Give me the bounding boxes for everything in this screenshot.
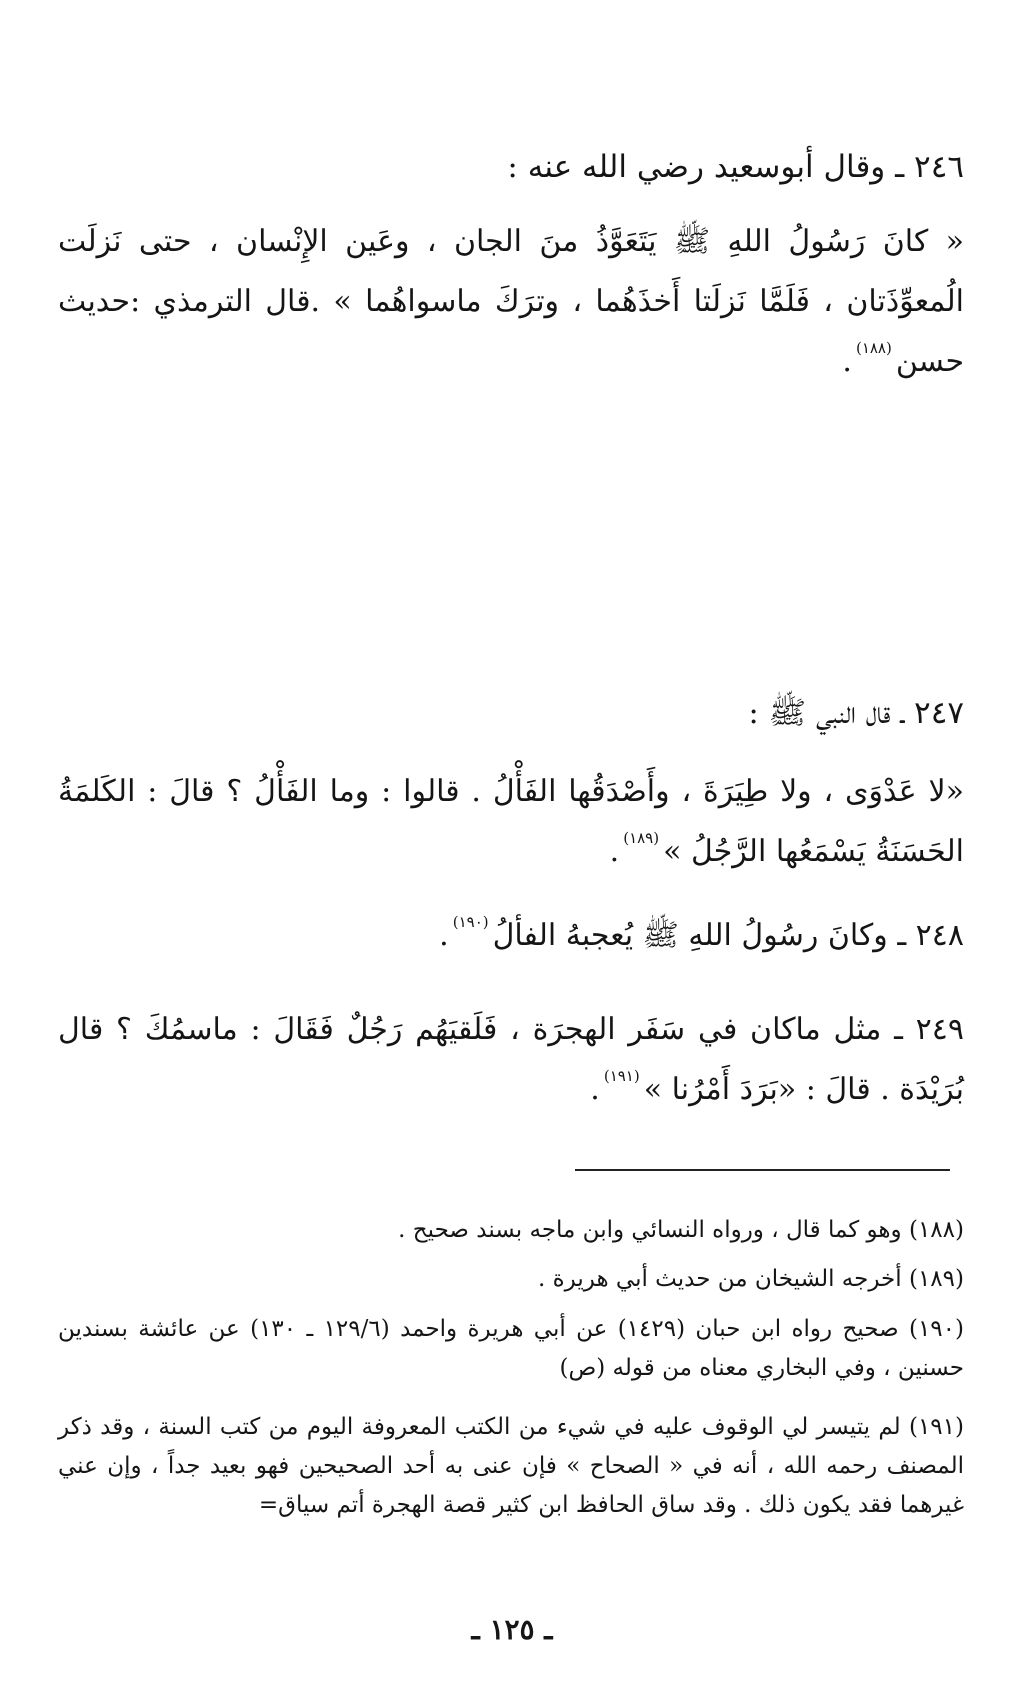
hadith-249-text [58, 1000, 964, 1120]
hadith-248-text [58, 906, 964, 966]
footnote-ref-191: (١٩١) [603, 1067, 640, 1085]
footnote-189: (١٨٩) أخرجه الشيخان من حديث أبي هريرة . [538, 1266, 964, 1292]
page-number: ـ ١٢٥ ـ [471, 1613, 553, 1646]
hadith-248-end: . [439, 918, 449, 953]
hadith-246-end: . [842, 344, 852, 379]
footnote-ref-189: (١٨٩) [623, 829, 660, 847]
hadith-249-end: . [590, 1072, 600, 1107]
hadith-247-intro: ٢٤٧ ـ قال النبي ﷺ : [748, 695, 964, 731]
hadith-246-intro: ٢٤٦ ـ وقال أبوسعيد رضي الله عنه : [507, 149, 964, 185]
footnote-separator [575, 1169, 950, 1171]
footnote-ref-190: (١٩٠) [452, 913, 489, 931]
hadith-247-end: . [609, 834, 620, 869]
hadith-247-text [58, 762, 964, 882]
hadith-246-text [58, 212, 964, 392]
footnote-188: (١٨٨) وهو كما قال ، ورواه النسائي وابن ماجه بسند صحيح . [398, 1217, 964, 1243]
hadith-247-body: «لا عَدْوَى ، ولا طِيَرَةَ ، وأَصْدَقُها الفَأْلُ . قالوا : وما الفَأْلُ ؟ قالَ : الكَلمَةُ الحَسَنَةُ يَسْمَعُها الرَّجُلُ » [58, 774, 964, 869]
hadith-248-body: ٢٤٨ ـ وكانَ رسُولُ اللهِ ﷺ يُعجبهُ الفألُ [492, 918, 964, 953]
footnote-ref-188: (١٨٨) [855, 339, 892, 357]
hadith-249-body: ٢٤٩ ـ مثل ماكان في سَفَر الهجرَة ، فَلَقيَهُم رَجُلٌ فَقَالَ : ماسمُكَ ؟ قال بُرَيْدَة . قالَ : «بَرَدَ أَمْرُنا » [58, 1012, 964, 1107]
footnote-191: (١٩١) لم يتيسر لي الوقوف عليه في شيء من الكتب المعروفة اليوم من كتب السنة ، وقد ذكر المصنف رحمه الله ، أنه في « الصحاح » فإن عنى به أحد الصحيحين فهو بعيد جداً ، وإن عني غيرهما فقد يكون ذلك . وقد ساق الحافظ ابن كثير قصة الهجرة أتم سياق= [58, 1414, 964, 1518]
footnote-190: (١٩٠) صحيح رواه ابن حبان (١٤٢٩) عن أبي هريرة واحمد (١٢٩/٦ ـ ١٣٠) عن عائشة بسندين حسنين ، وفي البخاري معناه من قوله (ص) [58, 1316, 964, 1381]
hadith-246-body: « كانَ رَسُولُ اللهِ ﷺ يَتَعَوَّذُ منَ الجان ، وعَين الإِنْسان ، حتى نَزلَت الُمعوِّذَتان ، فَلَمَّا نَزلَتا أَخذَهُما ، وترَكَ ماسواهُما » .قال الترمذي :حديث حسن [58, 224, 964, 379]
